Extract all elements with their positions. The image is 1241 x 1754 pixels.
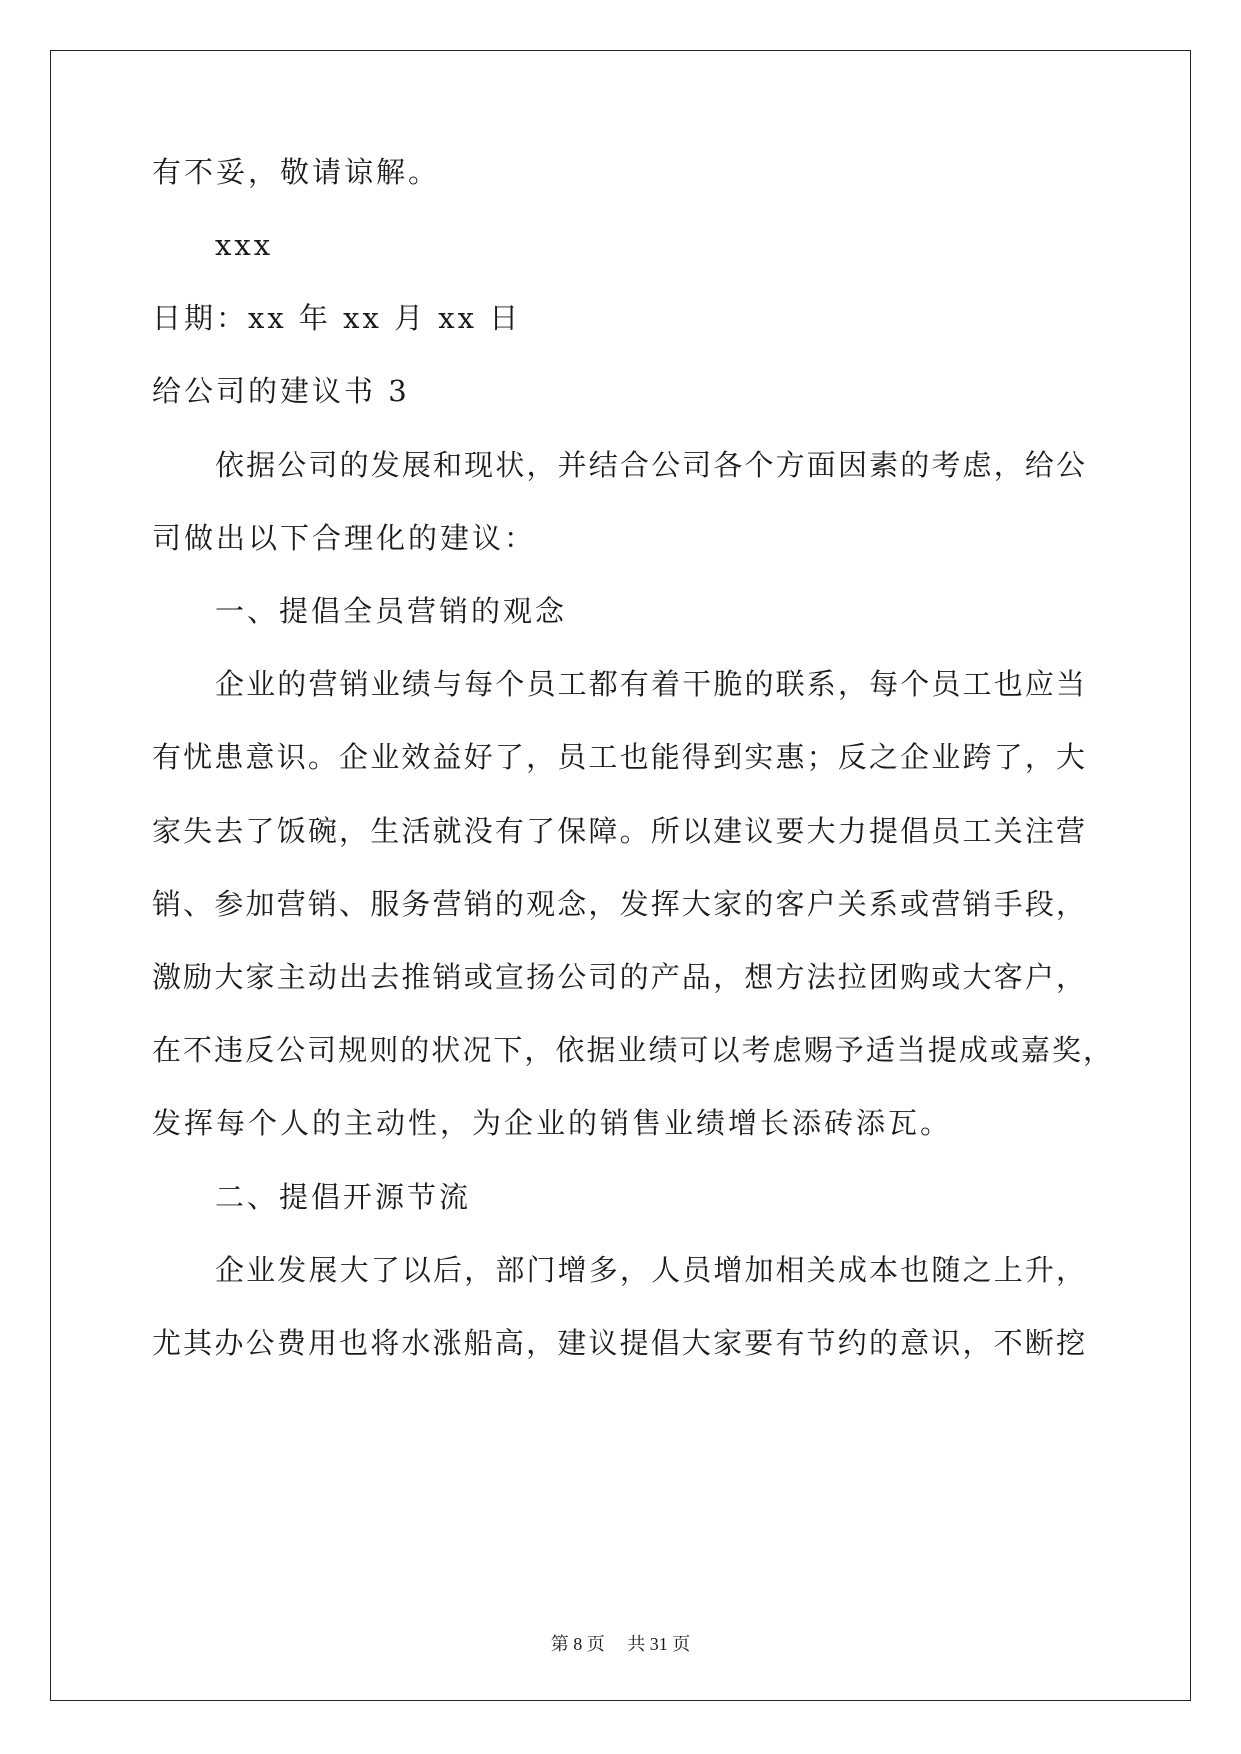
paragraph-line: 依据公司的发展和现状，并结合公司各个方面因素的考虑，给公 [215, 448, 1085, 482]
date-line: 日期：xx 年 xx 月 xx 日 [152, 301, 522, 335]
paragraph-line: 家失去了饭碗，生活就没有了保障。所以建议要大力提倡员工关注营 [152, 814, 1085, 848]
paragraph-line: 激励大家主动出去推销或宣扬公司的产品，想方法拉团购或大客户， [152, 960, 1085, 994]
paragraph-line: 企业发展大了以后，部门增多，人员增加相关成本也随之上升， [215, 1253, 1085, 1287]
paragraph-line: 有忧患意识。企业效益好了，员工也能得到实惠；反之企业跨了，大 [152, 740, 1085, 774]
text-line: 有不妥，敬请谅解。 [152, 155, 441, 189]
paragraph-line: 司做出以下合理化的建议： [152, 521, 537, 555]
page-number: 第 8 页 共 31 页 [550, 1634, 691, 1654]
paragraph-line: 发挥每个人的主动性，为企业的销售业绩增长添砖添瓦。 [152, 1106, 953, 1140]
section-title: 给公司的建议书 3 [152, 374, 410, 408]
signature-name: xxx [215, 228, 274, 262]
paragraph-line: 尤其办公费用也将水涨船高，建议提倡大家要有节约的意识，不断挖 [152, 1326, 1085, 1360]
subheading: 二、提倡开源节流 [215, 1180, 472, 1214]
paragraph-line: 在不违反公司规则的状况下，依据业绩可以考虑赐予适当提成或嘉奖， [152, 1033, 1112, 1067]
paragraph-line: 企业的营销业绩与每个员工都有着干脆的联系，每个员工也应当 [215, 667, 1085, 701]
paragraph-line: 销、参加营销、服务营销的观念，发挥大家的客户关系或营销手段， [152, 887, 1085, 921]
subheading: 一、提倡全员营销的观念 [215, 594, 568, 628]
